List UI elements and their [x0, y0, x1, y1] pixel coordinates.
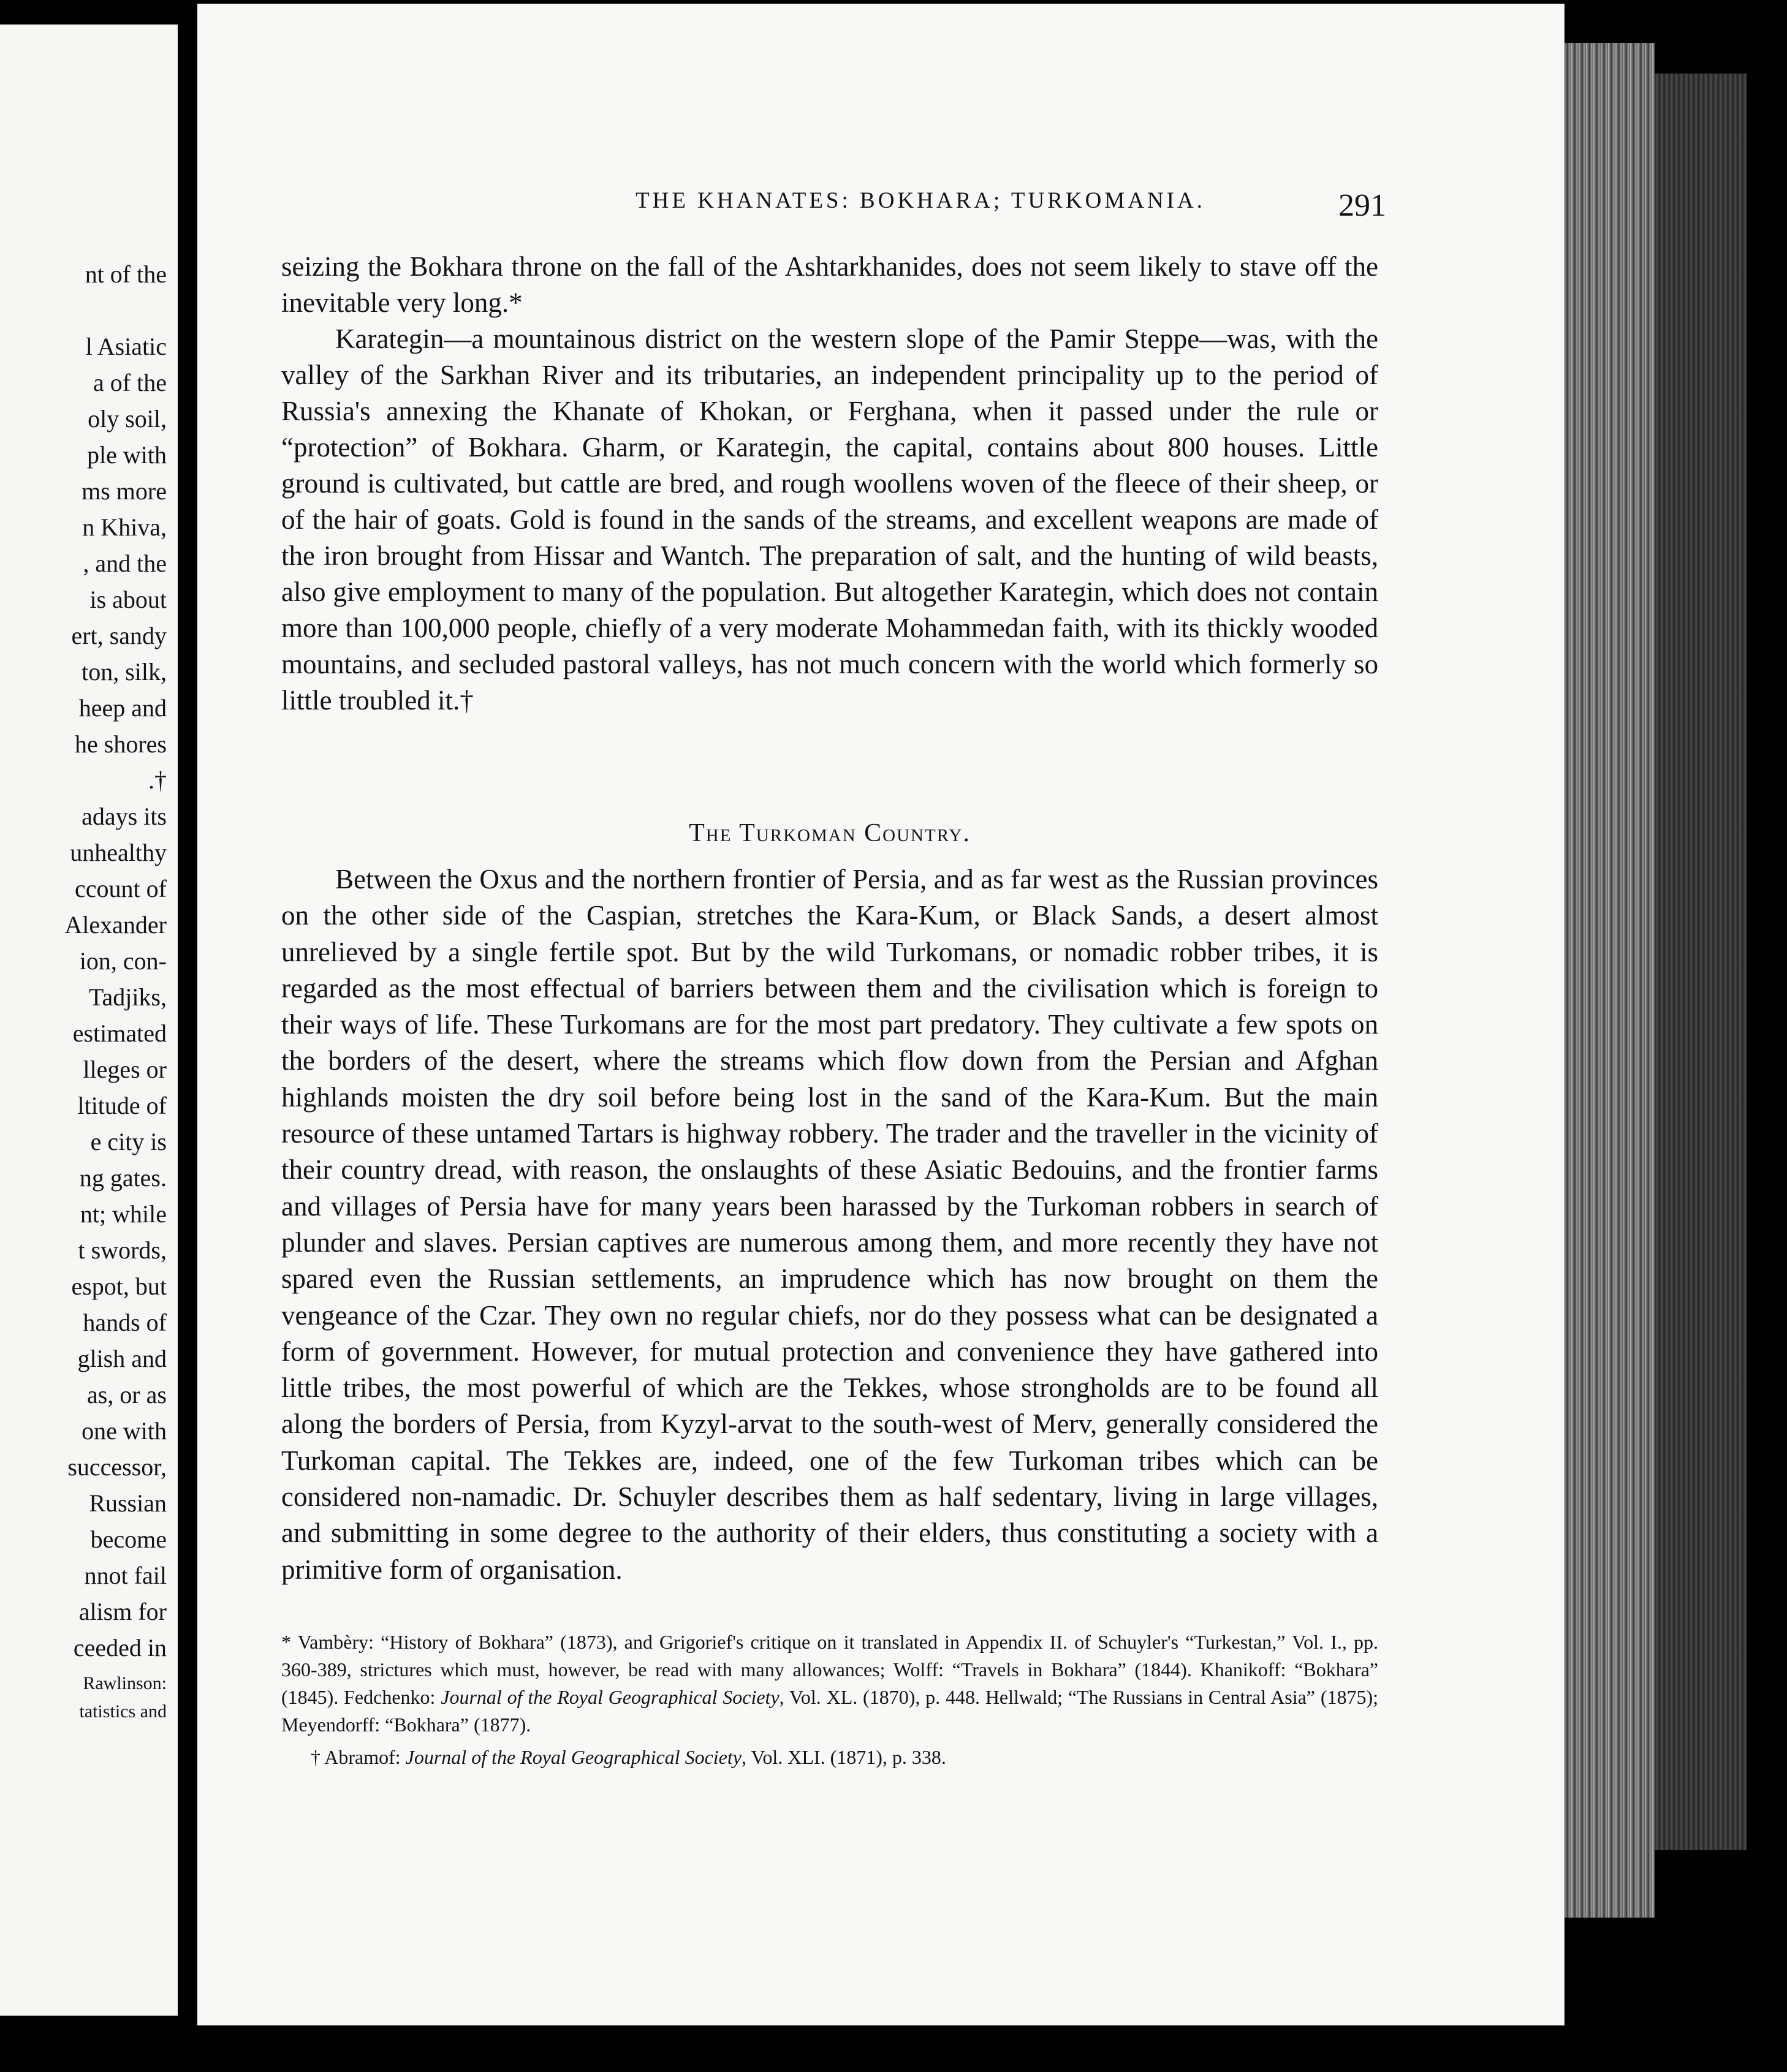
previous-page-line: ng gates. — [79, 1164, 167, 1192]
footnote-1-journal: Journal of the Royal Geographical Society — [441, 1686, 780, 1708]
previous-page-line: ltitude of — [77, 1092, 167, 1119]
previous-page-line: one with — [82, 1417, 167, 1445]
previous-page-line: hands of — [83, 1309, 167, 1336]
previous-page-line: alism for — [78, 1598, 167, 1625]
footnote-1-text-end: , Vol. XL. (1870), p. 448. Hellwald; “The Russians in Central Asia” (1875); Meyendorff: “Bokhara” (1877). — [281, 1686, 1379, 1736]
previous-page-line: Alexander — [64, 911, 167, 939]
previous-page-line: nt of the — [85, 260, 167, 288]
page-number: 291 — [1338, 188, 1386, 223]
previous-page-line: Russian — [89, 1489, 167, 1517]
previous-page-sliver — [0, 25, 178, 2016]
previous-page-line: nt; while — [80, 1200, 167, 1228]
previous-page-line: he shores — [75, 730, 167, 758]
paragraph-karategin: Karategin—a mountainous district on the western slope of the Pamir Steppe—was, with the valley of the Sarkhan River and its tributaries, an independent principality up to the period of Russia's annexing the Khanate of Khokan, or Ferghana, when it passed under the rule or “protection” of Bokhara. Gharm, or Karategin, the capital, contains about 800 houses. Little ground is cultivated, but cattle are bred, and rough woollens woven of the fleece of their sheep, or of the hair of goats. Gold is found in the sands of the streams, and excellent weapons are made of the iron brought from Hissar and Wantch. The preparation of salt, and the hunting of wild beasts, also give employment to many of the population. But altogether Karategin, which does not contain more than 100,000 people, chiefly of a very moderate Mohammedan faith, with its thickly wooded mountains, and secluded pastoral valleys, has not much concern with the world which formerly so little troubled it.† — [281, 323, 1378, 716]
running-head: THE KHANATES: BOKHARA; TURKOMANIA. — [636, 188, 1205, 213]
paragraph-turkoman: Between the Oxus and the northern frontier of Persia, and as far west as the Russian provinces on the other side of the Caspian, stretches the Kara-Kum, or Black Sands, a desert almost unrelieved by a single fertile spot. But by the wild Turkomans, or nomadic robber tribes, it is regarded as the most effectual of barriers between them and the civilisation which is foreign to their ways of life. These Turkomans are for the most part predatory. They cultivate a few spots on the borders of the desert, where the streams which flow down from the Persian and Afghan highlands moisten the dry soil before being lost in the sand of the Kara-Kum. But the main resource of these untamed Tartars is highway robbery. The trader and the traveller in the vicinity of their country dread, with reason, the onslaughts of these Asiatic Bedouins, and the frontier farms and villages of Persia have for many years been harassed by the Turkoman robbers in search of plunder and slaves. Persian captives are numerous among them, and more recently they have not spared even the Russian settlements, an imprudence which has now brought on them the vengeance of the Czar. They own no regular chiefs, nor do they possess what can be designated a form of government. However, for mutual protection and convenience they have gathered into little tribes, the most powerful of which are the Tekkes, whose strongholds are to be found all along the borders of Persia, from Kyzyl-arvat to the south-west of Merv, generally considered the Turkoman capital. The Tekkes are, indeed, one of the few Turkoman tribes which can be considered non-namadic. Dr. Schuyler describes them as half sedentary, living in large villages, and submitting in some degree to the authority of their elders, thus constituting a society with a primitive form of organisation. — [281, 864, 1378, 1585]
previous-page-line: espot, but — [71, 1272, 167, 1300]
footnote-2-text-end: , Vol. XLI. (1871), p. 338. — [741, 1746, 946, 1768]
previous-page-line: , and the — [83, 550, 167, 577]
previous-page-line: is about — [89, 586, 167, 613]
previous-page-line: lleges or — [83, 1056, 167, 1083]
section-heading: The Turkoman Country. — [689, 819, 971, 847]
previous-page-line: .† — [148, 766, 167, 794]
previous-page-footnote-line: tatistics and — [79, 1701, 167, 1722]
book-edge-shadow — [1655, 74, 1747, 1850]
previous-page-line: l Asiatic — [85, 333, 167, 360]
page-edge-stack — [1564, 43, 1655, 1918]
previous-page-line: successor, — [67, 1453, 167, 1481]
body-text-main — [281, 861, 1378, 1588]
previous-page-line: heep and — [78, 694, 167, 722]
previous-page-line: ion, con- — [79, 947, 167, 975]
previous-page-line: ton, silk, — [82, 658, 167, 686]
footnote-1-text: * Vambèry: “History of Bokhara” (1873), and Grigorief's critique on it translated in Appendix II. of Schuyler's “Turkestan,” Vol. I., pp. 360-389, strictures which must, however, be read with many allowances; Wolff: “Travels in Bokhara” (1844). Khanikoff: “Bokhara” (1845). Fedchenko: — [281, 1631, 1378, 1708]
previous-page-line: become — [90, 1526, 167, 1553]
footnote-1 — [281, 1628, 1378, 1739]
previous-page-line: as, or as — [87, 1381, 167, 1408]
previous-page-line: ms more — [82, 477, 167, 505]
previous-page-line: ccount of — [75, 875, 167, 902]
previous-page-line: n Khiva, — [82, 513, 167, 541]
previous-page-line: e city is — [90, 1128, 167, 1155]
previous-page-line: glish and — [77, 1345, 167, 1372]
previous-page-line: nnot fail — [84, 1562, 167, 1589]
footnotes — [281, 1628, 1378, 1776]
previous-page-line: ple with — [87, 441, 167, 469]
previous-page-footnote — [80, 1669, 167, 1726]
previous-page-footnote-line: Rawlinson: — [83, 1673, 167, 1693]
previous-page-line: unhealthy — [70, 839, 167, 866]
body-text-top — [281, 249, 1378, 719]
footnote-2 — [281, 1744, 1378, 1771]
previous-page-line: Tadjiks, — [88, 983, 167, 1011]
previous-page-line: oly soil, — [88, 405, 167, 433]
paragraph-continuation: seizing the Bokhara throne on the fall of the Ashtarkhanides, does not seem likely to stave off the inevitable very long.* — [281, 251, 1378, 318]
previous-page-line: ceeded in — [73, 1634, 167, 1662]
book-page — [197, 4, 1565, 2025]
previous-page-line: t swords, — [78, 1236, 167, 1264]
footnote-2-author: † Abramof: — [311, 1746, 406, 1768]
previous-page-line: adays its — [82, 803, 167, 830]
previous-page-line: a of the — [93, 369, 167, 396]
previous-page-line: ert, sandy — [71, 622, 167, 649]
footnote-2-journal: Journal of the Royal Geographical Society — [405, 1746, 742, 1768]
previous-page-line: estimated — [72, 1019, 167, 1047]
